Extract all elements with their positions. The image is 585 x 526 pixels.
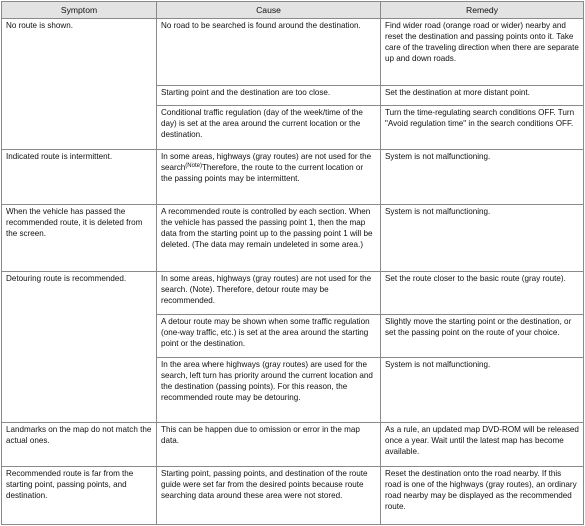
remedy-cell: Find wider road (orange road or wider) nearby and reset the destination and passing points onto it. Take care of the traveling direction when there are separate up and down roads. [381, 19, 584, 86]
cause-cell [157, 150, 381, 205]
remedy-cell: System is not malfunctioning. [381, 358, 584, 423]
symptom-cell: When the vehicle has passed the recommended route, it is deleted from the screen. [2, 205, 157, 272]
symptom-cell: Recommended route is far from the starting point, passing points, and destination. [2, 467, 157, 525]
remedy-cell: Turn the time-regulating search conditions OFF. Turn "Avoid regulation time" in the search conditions OFF. [381, 106, 584, 150]
remedy-cell: Set the destination at more distant point. [381, 86, 584, 106]
table-row [2, 19, 584, 86]
cause-cell: In some areas, highways (gray routes) are not used for the search. (Note). Therefore, detour route may be recommended. [157, 272, 381, 315]
cause-cell: A recommended route is controlled by each section. When the vehicle has passed the passing point 1, then the map data from the starting point up to the passing point 1 will be deleted. (The data may remain undeleted in some area.) [157, 205, 381, 272]
remedy-cell: Slightly move the starting point or the destination, or set the passing point on the route of your choice. [381, 315, 584, 358]
header-symptom: Symptom [2, 2, 157, 19]
symptom-cell: Indicated route is intermittent. [2, 150, 157, 205]
remedy-cell: System is not malfunctioning. [381, 205, 584, 272]
cause-cell: A detour route may be shown when some traffic regulation (one-way traffic, etc.) is set at the area around the starting point or the destination. [157, 315, 381, 358]
table-row [2, 205, 584, 272]
remedy-cell: As a rule, an updated map DVD-ROM will be released once a year. Wait until the latest map has become available. [381, 423, 584, 467]
header-remedy: Remedy [381, 2, 584, 19]
cause-text: Therefore, the route to the current location or the passing points may be intermittent. [161, 162, 364, 183]
table-row [2, 272, 584, 315]
troubleshooting-table [1, 1, 584, 525]
cause-cell: Starting point and the destination are too close. [157, 86, 381, 106]
symptom-cell: No route is shown. [2, 19, 157, 150]
symptom-cell: Detouring route is recommended. [2, 272, 157, 423]
cause-cell: Starting point, passing points, and destination of the route guide were set far from the desired points because route searching data around these area were not stored. [157, 467, 381, 525]
table-row [2, 423, 584, 467]
cause-cell: This can be happen due to omission or error in the map data. [157, 423, 381, 467]
cause-cell: In the area where highways (gray routes) are used for the search, left turn has priority around the current location and the destination (passing points). For this reason, the recommended route may be detouring. [157, 358, 381, 423]
remedy-cell: Set the route closer to the basic route (gray route). [381, 272, 584, 315]
note-superscript: (Note) [185, 162, 202, 169]
cause-cell: Conditional traffic regulation (day of the week/time of the day) is set at the area around the current location or the destination. [157, 106, 381, 150]
header-row [2, 2, 584, 19]
remedy-cell: Reset the destination onto the road nearby. If this road is one of the highways (gray routes), an ordinary road nearby may be displayed as the recommended route. [381, 467, 584, 525]
header-cause: Cause [157, 2, 381, 19]
cause-text: In some areas, highways (gray routes) are not used for the search [161, 152, 372, 172]
symptom-cell: Landmarks on the map do not match the actual ones. [2, 423, 157, 467]
table-row [2, 150, 584, 205]
table-row [2, 467, 584, 525]
cause-cell: No road to be searched is found around the destination. [157, 19, 381, 86]
remedy-cell: System is not malfunctioning. [381, 150, 584, 205]
